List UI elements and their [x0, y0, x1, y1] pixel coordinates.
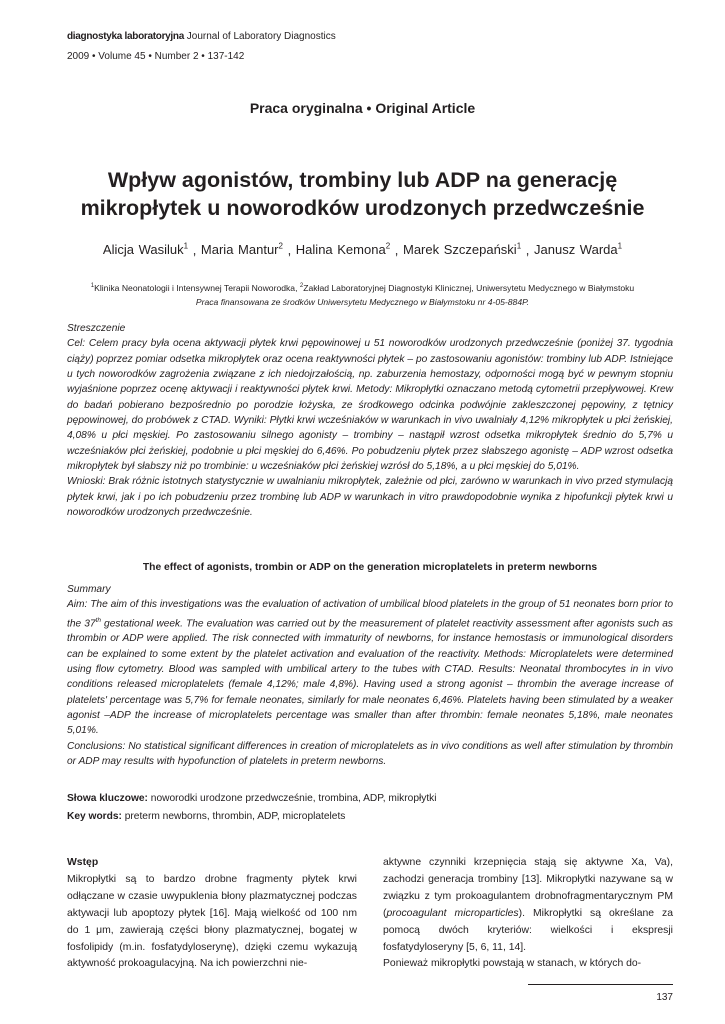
abstract-en-aim: Aim: The aim of this investigations was the evaluation of activation of umbilical blood platelets in the group of 51 neonates born prior to the 37th gestational week. The evaluation was carried out by the measurement of platelet reactivity assessment after agonists such as thrombin or ADP were applied. The risk connected with immaturity of newborns, for instance hemostasis or immunological disorders can be explained to some extent by the platelet activation and evaluation of the reactivity. Methods: Microplatelets were determined using flow cytometry. Blood was sampled with umbilical artery to the tubes with CTAD. Results: Neonatal thrombocytes in in vivo conditions released microplatelets (female 4,12%; male 4,8%). Having used a strong agonist – thrombin the average increase of platelets' percentage was 5,7% for female neonates, similarly for male neonates 6,46%. Platelets having been stimulated by a weaker agonist –ADP the increase of microplatelets percentage was smaller than after thrombin: female neonates 5,18%, male neonates 5,01%. — [67, 599, 674, 737]
author-list: Alicja Wasiluk$^1$ , Maria Mantur$^2$ , Halina Kemona$^2$ , Marek Szczepański$^1$ , Janusz Warda$^1$ — [102, 242, 623, 258]
body-paragraph: Mikropłytki są to bardzo drobne fragmenty płytek krwi odłączane w czasie uwypuklenia błony plazmatycznej podczas aktywacji lub apoptozy płytek [16]. Mają wielkość od 100 nm do 1 μm, zawierają części błony plazmatycznej, bogatej w fosfolipidy (m.in. fosfatydyloserynę), dzięki czemu wykazują aktywność prokoagulacyjną. Na ich powierzchni nie- — [67, 873, 357, 970]
body-paragraph: Ponieważ mikropłytki powstają w stanach, w których do- — [383, 958, 642, 970]
footer-rule — [528, 984, 673, 985]
keywords-en-label: Key words: — [67, 811, 122, 822]
body-column-right — [383, 855, 673, 973]
page-number: 137 — [656, 992, 673, 1003]
affiliation-line: $^1$Klinika Neonatologii i Intensywnej Terapii Noworodka, $^2$Zakład Laboratoryjnej Diagnostyki Klinicznej, Uniwersytetu Medycznego w Białymstoku — [90, 282, 635, 293]
author: Janusz Warda$^1$ — [534, 242, 623, 258]
article-type: Praca oryginalna • Original Article — [249, 100, 476, 116]
abstract-en-conclusions: Conclusions: No statistical significant differences in creation of microplatelets as in vivo conditions as well after stimulation by thrombin or ADP may results with hypofunction of platelets in preterm newborns. — [67, 740, 673, 768]
keywords-en — [67, 811, 673, 822]
body-column-left — [67, 855, 357, 973]
author: Maria Mantur$^2$ — [200, 242, 283, 258]
section-heading: Wstęp — [67, 857, 99, 868]
volume-line: 2009 • Volume 45 • Number 2 • 137-142 — [67, 51, 245, 62]
journal-header — [67, 31, 336, 42]
journal-name-pl: diagnostyka laboratoryjna — [67, 31, 184, 42]
abstract-pl-heading: Streszczenie — [67, 323, 126, 334]
abstract-en-heading: Summary — [67, 584, 111, 595]
article-title — [40, 166, 685, 222]
affiliations — [40, 279, 685, 309]
keywords-pl-value: noworodki urodzone przedwcześnie, trombina, ADP, mikropłytki — [147, 793, 437, 804]
journal-name-en: Journal of Laboratory Diagnostics — [186, 31, 336, 42]
title-line-1: Wpływ agonistów, trombiny lub ADP na generację — [107, 168, 618, 192]
author: Alicja Wasiluk$^1$ — [102, 242, 189, 258]
english-title: The effect of agonists, trombin or ADP on the generation microplatelets in preterm newborns — [142, 562, 598, 573]
keywords-pl — [67, 793, 673, 804]
abstract-pl-body: Cel: Celem pracy była ocena aktywacji płytek krwi pępowinowej u 51 noworodków urodzonych przedwcześnie (poniżej 37. tygodnia ciąży) poprzez pomiar odsetka mikropłytek oraz ocena reaktywności płytek – po zastosowaniu agonistów: trombiny lub ADP. Istniejące u tych noworodków zagrożenia związane z ich niedojrzałością, np. zaburzenia hemostazy, odporności mogą być w pewnym stopniu wyjaśnione poprzez ocenę aktywacji i reaktywności płytek krwi. Metody: Mikropłytki oznaczano metodą cytometrii przepływowej. Krew do badań pobierano bezpośrednio po porodzie łożyska, ze środkowego odcinka podwójnie zakleszczonej pępowiny, z tętnicy pępowinowej, do probówek z CTAD. Wyniki: Płytki krwi wcześniaków w warunkach in vivo uwalniały 4,12% mikropłytek u płci żeńskiej, 4,08% u płci męskiej. Po zastosowaniu silnego agonisty – trombiny – nastąpił wzrost odsetka mikropłytek średnio do 5,7% u wcześniaków płci żeńskiej, podobnie u płci męskiej do 6,46%. Po pobudzeniu płytek przez słabszego agonistę – ADP wzrost odsetka mikropłytek był słabszy niż po trombinie: u wcześniaków płci żeńskiej wzrósł do 5,18%, a u płci męskiej do 5,01%. — [67, 338, 673, 473]
author: Marek Szczepański$^1$ — [402, 242, 522, 258]
keywords-en-value: preterm newborns, thrombin, ADP, microplatelets — [121, 811, 346, 822]
author: Halina Kemona$^2$ — [295, 242, 391, 258]
funding-note: Praca finansowana ze środków Uniwersytetu Medycznego w Białymstoku nr 4-05-884P. — [195, 296, 530, 307]
keywords-pl-label: Słowa kluczowe: — [67, 793, 148, 804]
abstract-pl — [67, 321, 673, 520]
abstract-pl-conclusion: Wnioski: Brak różnic istotnych statystycznie w uwalnianiu mikropłytek, zależnie od płci, zarówno w warunkach in vivo przed stymulacją płytek krwi, jak i po ich pobudzeniu przez trombinę lub ADP w warunkach in vitro prawdopodobnie wynika z hipofunkcji płytek krwi u noworodków urodzonych przedwcześnie. — [67, 476, 673, 519]
abstract-en — [67, 582, 673, 770]
title-line-2: mikropłytek u noworodków urodzonych przedwcześnie — [80, 196, 645, 220]
body-paragraph: aktywne czynniki krzepnięcia stają się aktywne Xa, Va), zachodzi generacja trombiny [13]. Mikropłytki nazywane są w związku z tym prokoagulantem drobnofragmentarycznym PM (procoagulant microparticles). Mikropłytki są określane za pomocą dwóch kryteriów: wielkości i ekspresji fosfatydyloseryny [5, 6, 11, 14]. — [383, 857, 674, 953]
